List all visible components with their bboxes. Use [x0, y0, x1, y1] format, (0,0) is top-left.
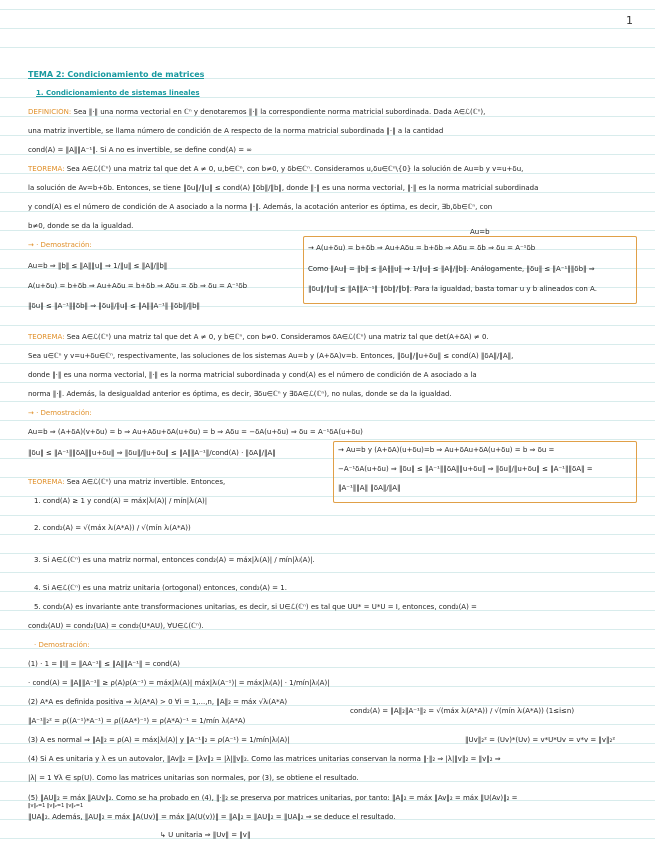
theorem-line: b≠0, donde se da la igualdad. [28, 222, 134, 230]
theorem-line [28, 165, 523, 174]
demo-line: ‖δu‖ ≤ ‖A⁻¹‖‖δA‖‖u+δu‖ ⇒ ‖δu‖/‖u+δu‖ ≤ ‖A‖‖A⁻¹‖/cond(A) · ‖δA‖/‖A‖ [28, 449, 276, 457]
box-line: → Au=b y (A+δA)(u+δu)=b ⇒ Au+δAu+δA(u+δu) = b ⇒ δu = [338, 446, 555, 454]
demo-line: (2) A*A es definida positiva ⇒ λᵢ(A*A) > 0 ∀i = 1,...,n, ‖A‖₂ = máx √λᵢ(A*A) [28, 698, 288, 706]
theorem-text: Sea A∈ℒ(ℂⁿ) una matriz tal que det A ≠ 0, u,b∈ℂⁿ, con b≠0, y δb∈ℂⁿ. Consideramos u,δu∈ℂⁿ\{0} la solución de Au=b y v=u+δu, [66, 165, 524, 173]
theorem-line: donde ‖·‖ es una norma vectorial, ‖·‖ es la norma matricial subordinada y cond(A) es el número de condición de A asociado a la [28, 371, 477, 379]
list-item: 2. cond₂(A) = √(máx λᵢ(A*A)) / √(mín λᵢ(A*A)) [34, 524, 191, 532]
theorem-line: y cond(A) es el número de condición de A asociado a la norma ‖·‖. Además, la acotación anterior es óptima, es decir, ∃b,δb∈ℂⁿ, con [28, 203, 493, 211]
box-line: Como ‖Au‖ = ‖b‖ ≤ ‖A‖‖u‖ ⇒ 1/‖u‖ ≤ ‖A‖/‖b‖. Análogamente, ‖δu‖ ≤ ‖A⁻¹‖‖δb‖ ⇒ [308, 265, 595, 273]
demo-side-note: ‖Uv‖₂² = (Uv)*(Uv) = v*U*Uv = v*v = ‖v‖₂² [465, 736, 616, 744]
demo-line: ‖A⁻¹‖₂² = ρ((A⁻¹)*A⁻¹) = ρ((AA*)⁻¹) = ρ(A*A)⁻¹ = 1/mín λᵢ(A*A) [28, 717, 246, 725]
definition-line: una matriz invertible, se llama número de condición de A respecto de la norma matricial subordinada ‖·‖ a la cantidad [28, 127, 444, 135]
theorem-line: norma ‖·‖. Además, la desigualdad anterior es óptima, es decir, ∃δu∈ℂⁿ y ∃δA∈ℒ(ℂⁿ), no nulas, donde se da la igualdad. [28, 390, 452, 398]
box-line: ‖A⁻¹‖‖A‖ ‖δA‖/‖A‖ [338, 484, 401, 492]
demo-line: (1) · 1 = ‖I‖ = ‖AA⁻¹‖ ≤ ‖A‖‖A⁻¹‖ = cond(A) [28, 660, 180, 668]
demo-heading: → · Demostración: [28, 409, 92, 417]
box-top-note: Au=b [470, 228, 490, 236]
demo-line: ‖UA‖₂. Además, ‖AU‖₂ = máx ‖A(Uv)‖ = máx ‖A(U(v))‖ = ‖A‖₂ = ‖AU‖₂ = ‖UA‖₂ ⇒ se deduce el resultado. [28, 813, 396, 821]
list-item: 3. Si A∈ℒ(ℂⁿ) es una matriz normal, entonces cond₂(A) = máx|λᵢ(A)| / mín|λᵢ(A)|. [34, 556, 315, 564]
demo-heading: · Demostración: [34, 641, 90, 649]
demo-heading: → · Demostración: [28, 241, 92, 249]
demo-line: ‖δu‖ ≤ ‖A⁻¹‖‖δb‖ ⇒ ‖δu‖/‖u‖ ≤ ‖A‖‖A⁻¹‖ ‖δb‖/‖b‖ [28, 302, 201, 310]
theorem-line: Sea u∈ℂⁿ y v=u+δu∈ℂⁿ, respectivamente, las soluciones de los sistemas Au=b y (A+δA)v=b. Entonces, ‖δu‖/‖u+δu‖ ≤ cond(A) ‖δA‖/‖A‖, [28, 352, 514, 360]
demo-side-note: cond₂(A) = ‖A‖₂‖A⁻¹‖₂ = √(máx λᵢ(A*A)) / √(mín λᵢ(A*A)) (1≤i≤n) [350, 707, 575, 715]
list-item: 5. cond₂(A) es invariante ante transformaciones unitarias, es decir, si U∈ℒ(ℂⁿ) es tal que UU* = U*U = I, entonces, cond₂(A) = [34, 603, 477, 611]
demo-line: · cond(A) = ‖A‖‖A⁻¹‖ ≥ ρ(A)ρ(A⁻¹) = máx|λᵢ(A)| máx|λᵢ(A⁻¹)| = máx|λᵢ(A)| · 1/mín|λᵢ(A)| [28, 679, 330, 687]
list-item: 1. cond(A) ≥ 1 y cond(A) = máx|λᵢ(A)| / mín|λᵢ(A)| [34, 497, 208, 505]
section-heading: 1. Condicionamiento de sistemas lineales [36, 89, 200, 97]
definition-line: cond(A) = ‖A‖‖A⁻¹‖. Si A no es invertible, se define cond(A) = ∞ [28, 146, 253, 154]
demo-line: |λ| = 1 ∀λ ∈ sp(U). Como las matrices unitarias son normales, por (3), se obtiene el resultado. [28, 774, 359, 782]
page-title: TEMA 2: Condicionamiento de matrices [28, 70, 205, 79]
theorem-text: Sea A∈ℒ(ℂⁿ) una matriz invertible. Entonces, [66, 478, 226, 486]
definition-text: Sea ‖·‖ una norma vectorial en ℂⁿ y denotaremos ‖·‖ la correspondiente norma matricial subordinada. Dada A∈ℒ(ℂⁿ), [73, 108, 486, 116]
demo-line: A(u+δu) = b+δb ⇒ Au+Aδu = b+δb ⇒ Aδu = δb ⇒ δu = A⁻¹δb [28, 282, 248, 290]
theorem-text: Sea A∈ℒ(ℂⁿ) una matriz tal que det A ≠ 0, y b∈ℂⁿ, con b≠0. Consideramos δA∈ℒ(ℂⁿ) una matriz tal que det(A+δA) ≠ 0. [66, 333, 489, 341]
demo-line: ↳ U unitaria ⇒ ‖Uv‖ = ‖v‖ [160, 831, 251, 839]
demo-line: (5) ‖AU‖₂ = máx ‖AUv‖₂. Como se ha probado en (4), ‖·‖₂ se preserva por matrices unitarias, por tanto: ‖A‖₂ = máx ‖Av‖₂ = máx ‖U(Av)‖₂ = [28, 794, 518, 802]
theorem-line: la solución de Av=b+δb. Entonces, se tiene ‖δu‖/‖u‖ ≤ cond(A) ‖δb‖/‖b‖, donde ‖·‖ es una norma vectorial, ‖·‖ es la norma matricial subordinada [28, 184, 539, 192]
box-line: ‖δu‖/‖u‖ ≤ ‖A‖‖A⁻¹‖ ‖δb‖/‖b‖. Para la igualdad, basta tomar u y b alineados con A. [308, 285, 597, 293]
box-line: → A(u+δu) = b+δb ⇒ Au+Aδu = b+δb ⇒ Aδu = δb ⇒ δu = A⁻¹δb [308, 244, 536, 252]
box-line: −A⁻¹δA(u+δu) ⇒ ‖δu‖ ≤ ‖A⁻¹‖‖δA‖‖u+δu‖ ⇒ ‖δu‖/‖u+δu‖ ≤ ‖A⁻¹‖‖δA‖ = [338, 465, 593, 473]
demo-line: (3) A es normal ⇒ ‖A‖₂ = ρ(A) = máx|λᵢ(A)| y ‖A⁻¹‖₂ = ρ(A⁻¹) = 1/mín|λᵢ(A)| [28, 736, 290, 744]
page-number: 1 [626, 14, 633, 27]
list-item: cond₂(AU) = cond₂(UA) = cond₂(U*AU), ∀U∈ℒ(ℂⁿ). [28, 622, 204, 630]
theorem-label: TEOREMA: [28, 333, 65, 341]
demo-line: (4) Si A es unitaria y λ es un autovalor, ‖Av‖₂ = ‖λv‖₂ = |λ|‖v‖₂. Como las matrices unitarias conservan la norma ‖·‖₂ ⇒ |λ|‖v‖₂ = ‖v‖₂ ⇒ [28, 755, 501, 763]
theorem-line [28, 478, 328, 487]
theorem-label: TEOREMA: [28, 478, 65, 486]
definition-line [28, 108, 485, 117]
list-item: 4. Si A∈ℒ(ℂⁿ) es una matriz unitaria (ortogonal) entonces, cond₂(A) = 1. [34, 584, 287, 592]
definition-label: DEFINICIÓN: [28, 108, 72, 116]
theorem-label: TEOREMA: [28, 165, 65, 173]
demo-line: Au=b ⇒ ‖b‖ ≤ ‖A‖‖u‖ ⇒ 1/‖u‖ ≤ ‖A‖/‖b‖ [28, 262, 168, 270]
theorem-line [28, 333, 489, 342]
demo-line: Au=b ⇒ (A+δA)(v+δu) = b ⇒ Au+Aδu+δA(u+δu) = b ⇒ Aδu = −δA(u+δu) ⇒ δu = A⁻¹δA(u+δu) [28, 428, 363, 436]
demo-subscript: ‖v‖₂=1 ‖v‖₂=1 ‖v‖₂=1 [28, 803, 84, 809]
